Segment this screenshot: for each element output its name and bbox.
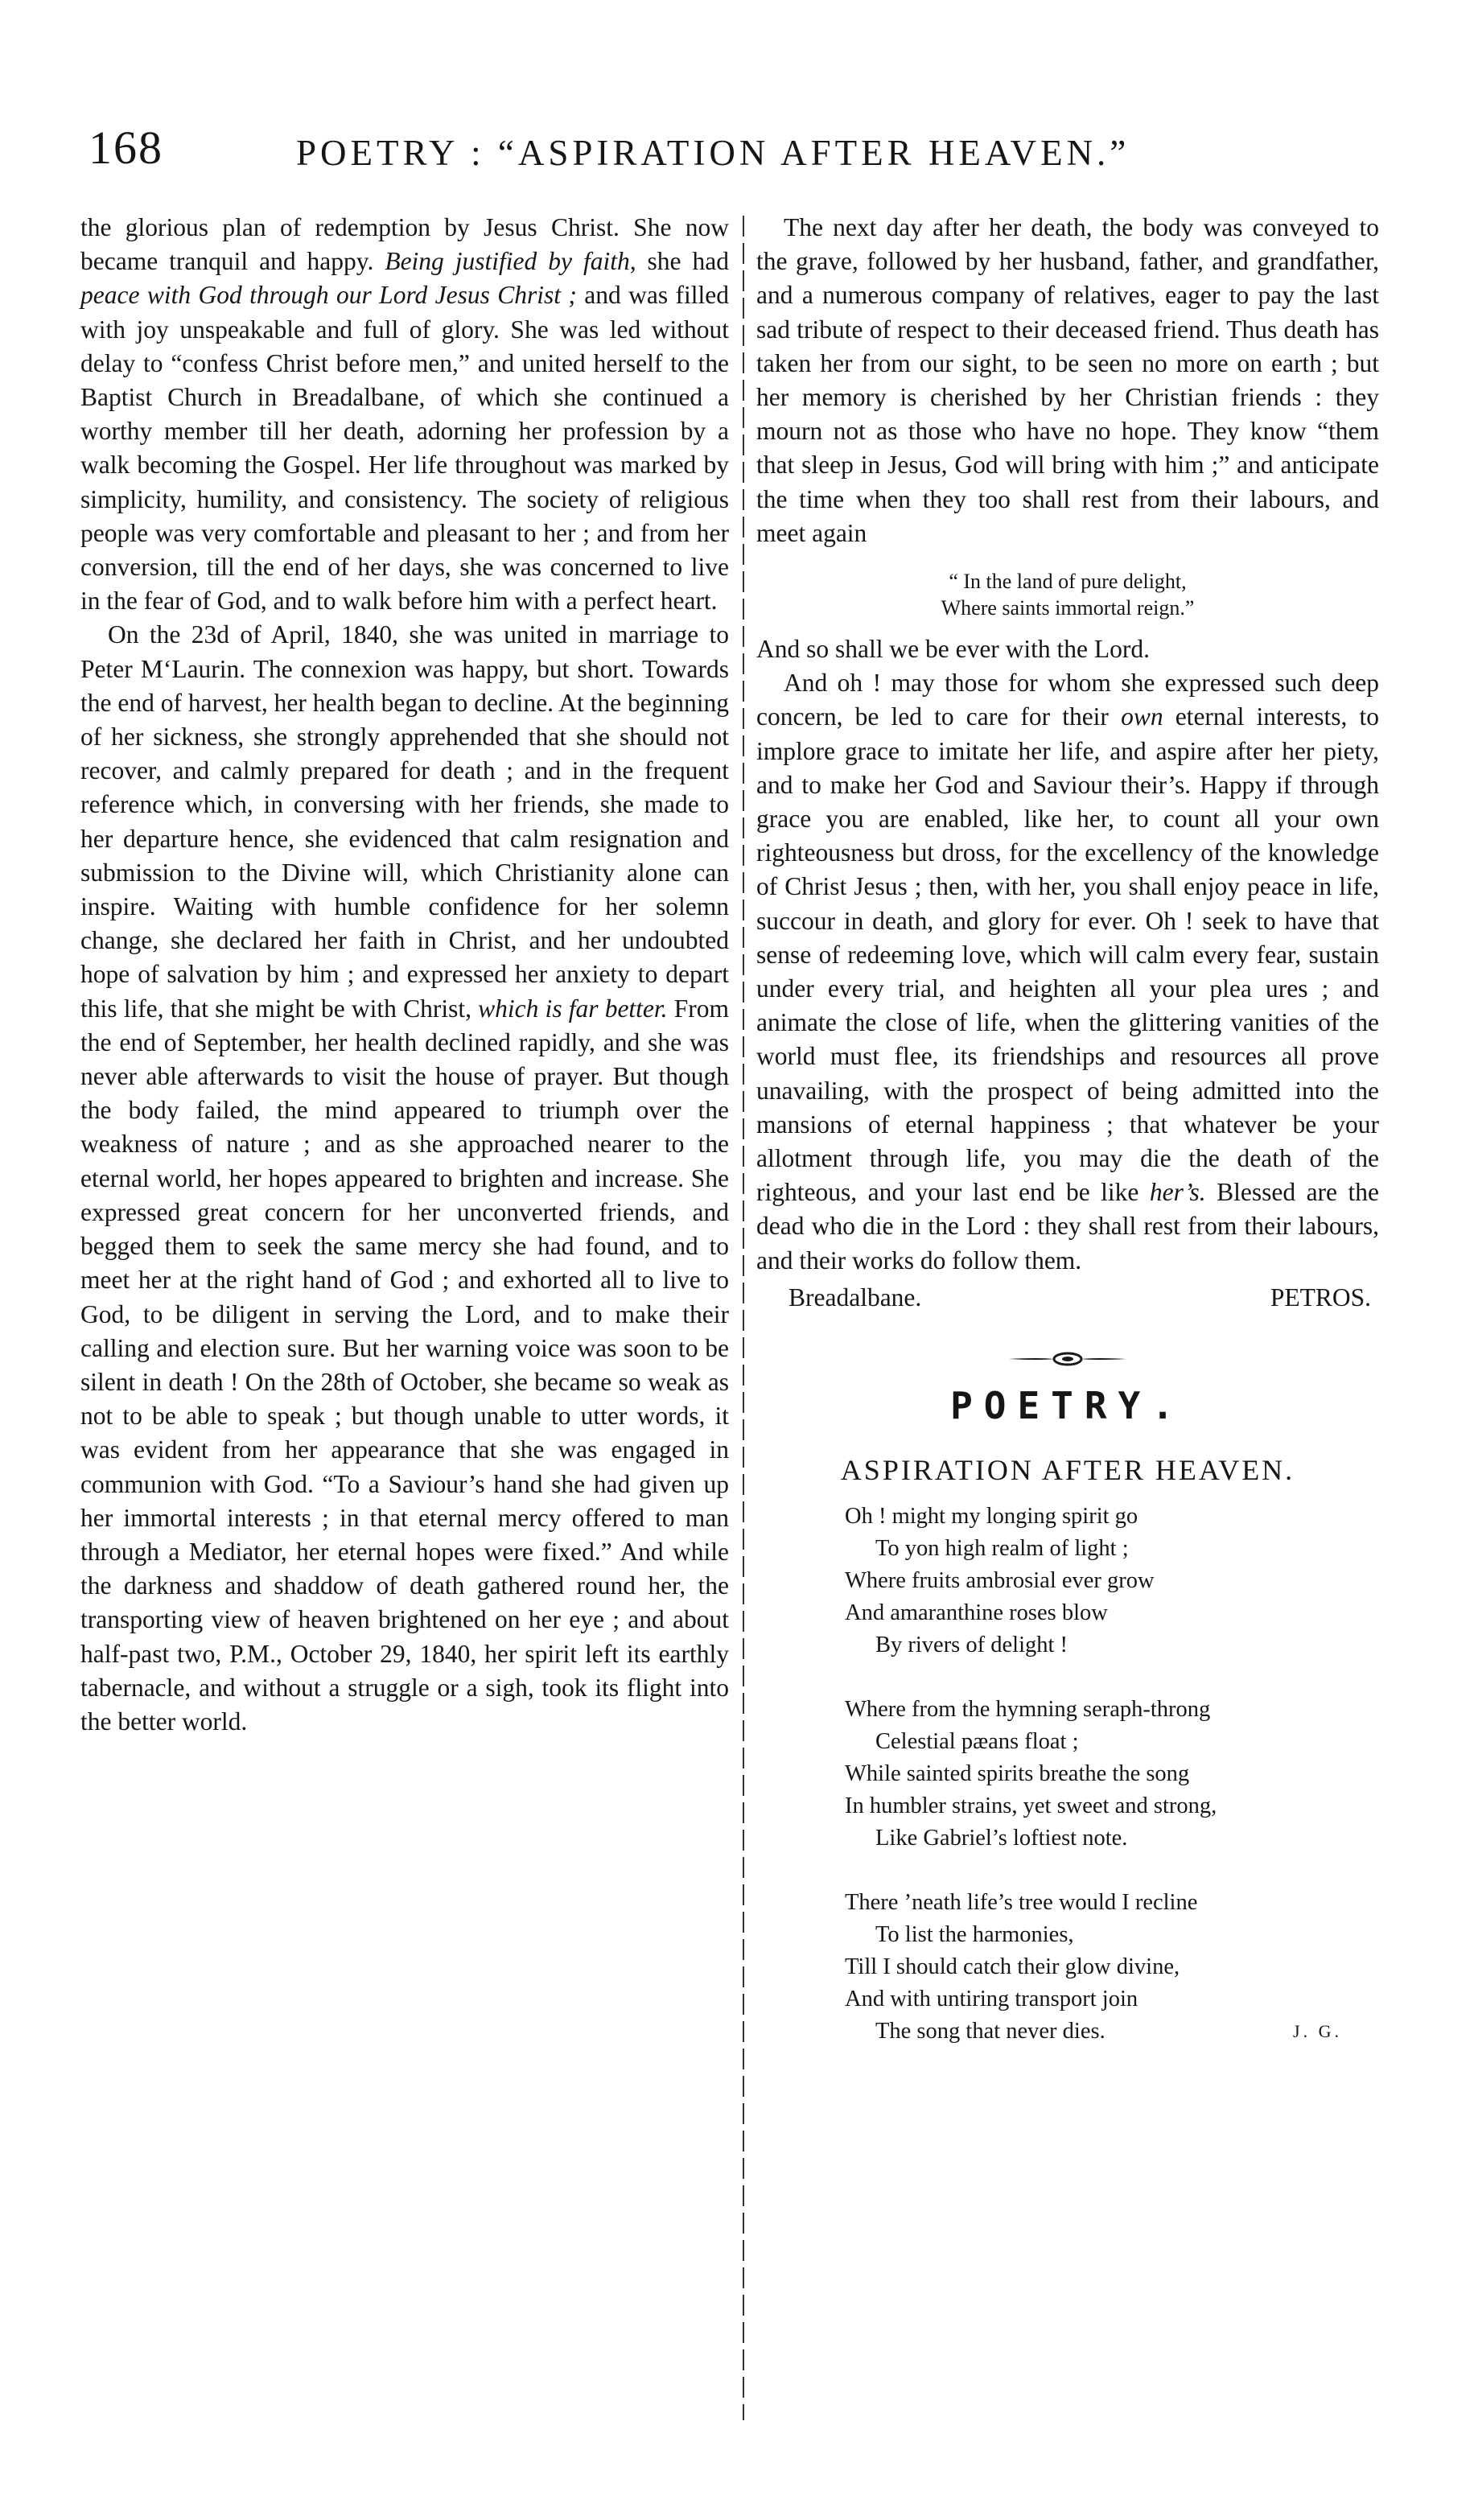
italic-text: Being justified by faith, — [385, 247, 636, 276]
poem-line-text: The song that never dies. — [875, 2018, 1106, 2044]
exhortation-paragraph: And oh ! may those for whom she expressed such deep concern, be led to care for their own eternal interests, to implore grace to imitate her life, and aspire after her piety, and to make her God and Saviour their’s. Happy if through grace you are enabled, like her, to count all your own righteousness but dross, for the excellency of the knowledge of Christ Jesus ; then, with her, you shall enjoy peace in life, succour in death, and glory for ever. Oh ! seek to have that sense of redeeming love, which will calm every fear, sustain under every trial, and heighten all your plea ures ; and animate the close of life, when the glittering vanities of the world must flee, its friendships and resources all prove unavailing, with the prospect of being admitted into the mansions of eternal happiness ; that whatever be your allotment through life, you may die the death of the righteous, and your last end be like her’s. Blessed are the dead who die in the Lord : they shall rest from their labours, and their works do follow them. — [756, 669, 1379, 1274]
poem-line: Till I should catch their glow divine, — [845, 1954, 1180, 1979]
poem-line: To list the harmonies, — [875, 1921, 1074, 1947]
right-column — [756, 211, 1379, 2048]
poem-line: There ’neath life’s tree would I recline — [845, 1889, 1198, 1915]
italic-text: own — [1121, 702, 1163, 731]
poem-line: And with untiring transport join — [845, 1986, 1138, 2011]
poem-initials: J. G. — [1293, 2020, 1342, 2041]
italic-text: her’s. — [1149, 1178, 1206, 1207]
signature — [756, 1281, 1379, 1315]
signature-place: Breadalbane. — [788, 1283, 922, 1311]
poem-stanza — [756, 1887, 1379, 2048]
hymn-quote — [756, 568, 1379, 621]
obituary-paragraph: the glorious plan of redemption by Jesus Christ. She now became tranquil and happy. Being justified by faith, she had peace with God through our Lord Jesus Christ ; and was filled with joy unspeakable and full of glory. She was led without delay to “confess Christ before men,” and united herself to the Baptist Church in Breadalbane, of which she continued a worthy member till her death, adorning her profession by a walk becoming the Gospel. Her life throughout was marked by simplicity, humility, and consistency. The society of religious people was very comfortable and pleasant to her ; and from her conversion, till the end of her days, she was concerned to live in the fear of God, and to walk before him with a perfect heart. — [80, 213, 729, 616]
poem-line: Oh ! might my longing spirit go — [845, 1503, 1138, 1529]
column-divider — [743, 216, 744, 2420]
poem-line: Where fruits ambrosial ever grow — [845, 1567, 1155, 1593]
funeral-paragraph: The next day after her death, the body was conveyed to the grave, followed by her husband, father, and grandfather, and a numerous company of relatives, eager to pay the last sad tribute of respect to their deceased friend. Thus death has taken her from our sight, to be seen no more on earth ; but her memory is cherished by her Christian friends : they mourn not as those who have no hope. They know “them that sleep in Jesus, God will bring with him ;” and anticipate the time when they too shall rest from their labours, and meet again — [756, 213, 1379, 547]
quote-line: Where saints immortal reign.” — [941, 596, 1195, 620]
poem-line: While sainted spirits breathe the song — [845, 1760, 1190, 1786]
poem-line — [756, 2016, 1379, 2048]
page-number: 168 — [89, 121, 163, 174]
poem-stanza — [756, 1501, 1379, 1661]
poetry-heading: POETRY. — [950, 1384, 1185, 1428]
poem-stanza — [756, 1694, 1379, 1855]
signature-name: PETROS. — [1270, 1283, 1371, 1311]
after-quote-line: And so shall we be ever with the Lord. — [756, 635, 1151, 664]
poem-line: In humbler strains, yet sweet and strong, — [845, 1793, 1217, 1818]
poem-line: Like Gabriel’s loftiest note. — [875, 1825, 1128, 1851]
poem-line: To yon high realm of light ; — [875, 1535, 1129, 1561]
poem — [756, 1501, 1379, 2048]
italic-text: which is far better. — [478, 994, 668, 1023]
italic-text: peace with God through our Lord Jesus Christ ; — [80, 281, 577, 310]
page-header — [89, 121, 1384, 185]
ornament-divider-icon — [1007, 1350, 1128, 1368]
quote-line: “ In the land of pure delight, — [949, 570, 1187, 594]
poem-line: By rivers of delight ! — [875, 1632, 1068, 1657]
left-column — [80, 211, 729, 1739]
poem-line: Where from the hymning seraph-throng — [845, 1696, 1211, 1722]
running-title: POETRY : “ASPIRATION AFTER HEAVEN.” — [296, 133, 1130, 173]
poem-title: ASPIRATION AFTER HEAVEN. — [840, 1454, 1295, 1487]
poem-line: Celestial pæans float ; — [875, 1728, 1079, 1754]
poem-line: And amaranthine roses blow — [845, 1600, 1108, 1625]
obituary-paragraph: On the 23d of April, 1840, she was united in marriage to Peter M‘Laurin. The connexion was happy, but short. Towards the end of harvest, her health began to decline. At the beginning of her sickness, she strongly apprehended that she should not recover, and calmly prepared for death ; and in the frequent reference which, in conversing with her friends, she made to her departure hence, she evidenced that calm resignation and submission to the Divine will, which Christianity alone can inspire. Waiting with humble confidence for her solemn change, she declared her faith in Christ, and her undoubted hope of salvation by him ; and expressed her anxiety to depart this life, that she might be with Christ, which is far better. From the end of September, her health declined rapidly, and she was never able afterwards to visit the house of prayer. But though the body failed, the mind appeared to triumph over the weakness of nature ; and as she approached nearer to the eternal world, her hopes appeared to brighten and increase. She expressed great concern for her unconverted friends, and begged them to seek the same mercy she had found, and to meet her at the right hand of God ; and exhorted all to live to God, to be diligent in serving the Lord, and to make their calling and election sure. But her warning voice was soon to be silent in death ! On the 28th of October, she became so weak as not to be able to speak ; but though unable to utter words, it was evident from her appearance that she was engaged in communion with God. “To a Saviour’s hand she had given up her immortal interests ; in that eternal mercy offered to man through a Mediator, her eternal hopes were fixed.” And while the darkness and shaddow of death gathered round her, the transporting view of heaven brightened on her eye ; and about half-past two, P.M., October 29, 1840, her spirit left its earthly tabernacle, and without a struggle or a sigh, took its flight into the better world. — [80, 620, 730, 1736]
